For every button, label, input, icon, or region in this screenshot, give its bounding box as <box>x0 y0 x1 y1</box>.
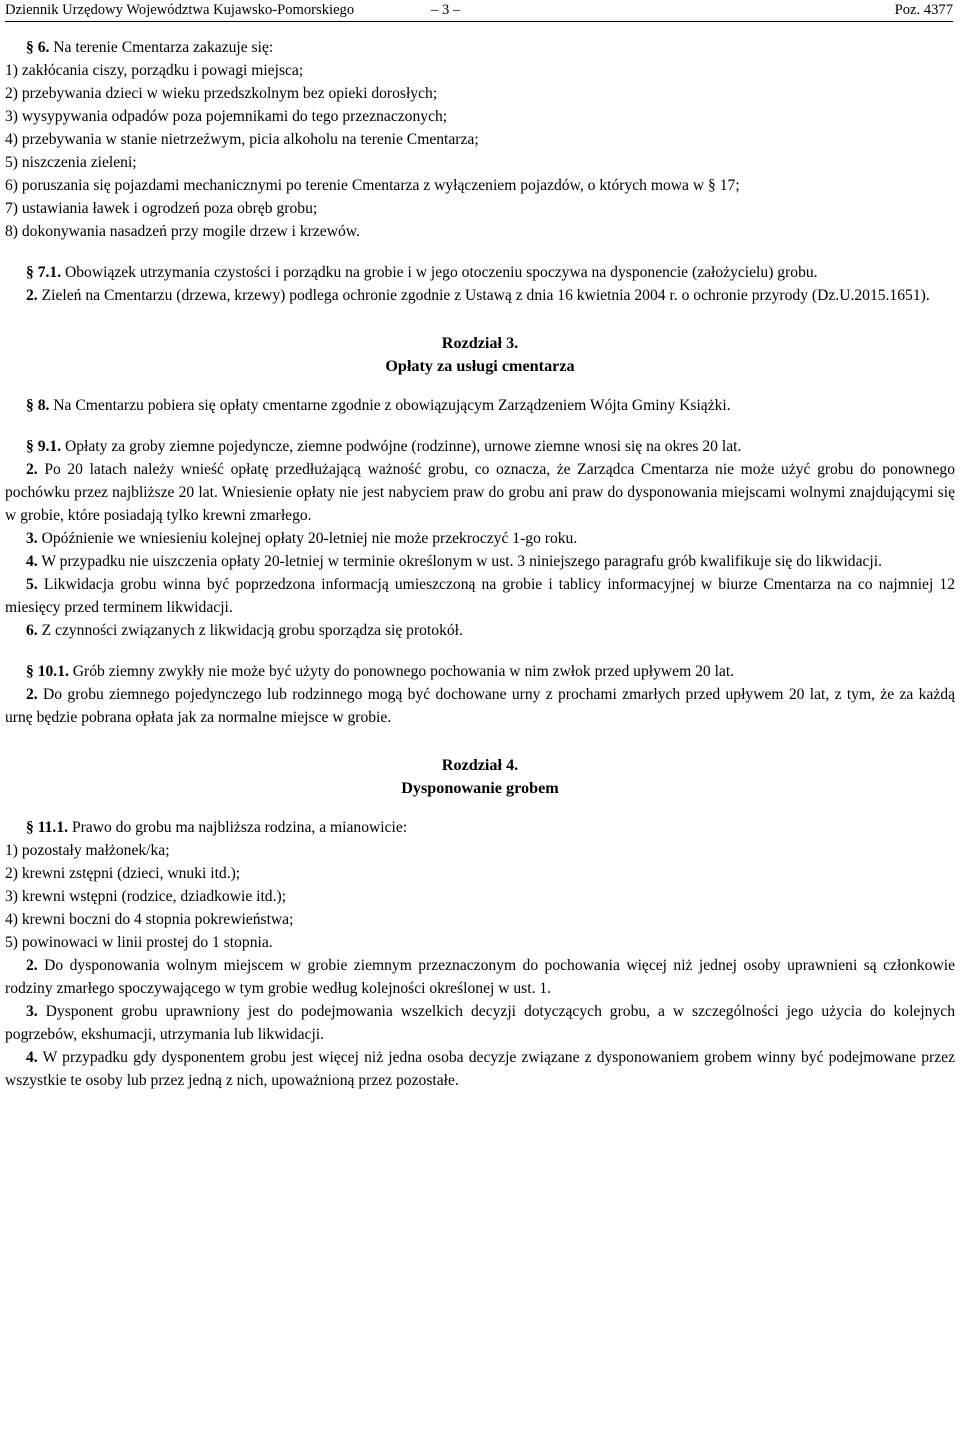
document-body <box>5 36 955 1092</box>
point-text: Grób ziemny zwykły nie może być użyty do ponownego pochowania w nim zwłok przed upływem 20 lat. <box>72 663 735 680</box>
point-text: Z czynności związanych z likwidacją grobu sporządza się protokół. <box>41 622 463 639</box>
paragraph-8 <box>5 394 955 417</box>
point-text: W przypadku gdy dysponentem grobu jest więcej niż jedna osoba decyzje związane z dysponowaniem grobem winny być podejmowane przez wszystkie te osoby lub przez jedną z nich, upoważnioną przez pozostałe. <box>5 1049 955 1089</box>
list-item: 4) przebywania w stanie nietrzeźwym, picia alkoholu na terenie Cmentarza; <box>5 131 479 148</box>
point-number: 1. <box>49 264 62 281</box>
paragraph-number: § 7. <box>26 264 50 281</box>
chapter-4-title: Rozdział 4. <box>441 756 519 774</box>
paragraph-9-point-5 <box>5 573 955 619</box>
point-number: 6. <box>26 622 38 639</box>
point-number: 5. <box>26 576 38 593</box>
paragraph-number: § 6. <box>26 39 50 56</box>
point-number: 2. <box>26 287 38 304</box>
paragraph-11-point-2 <box>5 954 955 1000</box>
chapter-4-subtitle: Dysponowanie grobem <box>401 779 559 797</box>
paragraph-7-point-1 <box>5 261 955 284</box>
position-number: Poz. 4377 <box>894 2 953 18</box>
list-item: 2) krewni zstępni (dzieci, wnuki itd.); <box>5 865 241 882</box>
point-number: 2. <box>26 686 38 703</box>
paragraph-number: § 9. <box>26 438 50 455</box>
page-header <box>5 0 953 22</box>
paragraph-11-point-1 <box>5 816 955 839</box>
point-number: 3. <box>26 530 38 547</box>
list-item: 2) przebywania dzieci w wieku przedszkolnym bez opieki dorosłych; <box>5 85 438 102</box>
list-item: 5) niszczenia zieleni; <box>5 154 137 171</box>
point-text: W przypadku nie uiszczenia opłaty 20-letniej w terminie określonym w ust. 3 niniejszego paragrafu grób kwalifikuje się do likwidacji. <box>41 553 882 570</box>
paragraph-9-point-2 <box>5 458 955 527</box>
list-item: 8) dokonywania nasadzeń przy mogile drzew i krzewów. <box>5 223 360 240</box>
point-text: Opóźnienie we wniesieniu kolejnej opłaty 20-letniej nie może przekroczyć 1-go roku. <box>41 530 578 547</box>
paragraph-9-point-4 <box>5 550 955 573</box>
point-text: Prawo do grobu ma najbliższa rodzina, a mianowicie: <box>71 819 408 836</box>
paragraph-number: § 11. <box>26 819 57 836</box>
point-number: 2. <box>26 461 38 478</box>
point-text: Obowiązek utrzymania czystości i porządku na grobie i w jego otoczeniu spoczywa na dysponencie (założycielu) grobu. <box>65 264 818 281</box>
paragraph-11-point-3 <box>5 1000 955 1046</box>
list-item: 3) krewni wstępni (rodzice, dziadkowie itd.); <box>5 888 287 905</box>
paragraph-number: § 10. <box>26 663 58 680</box>
list-item: 7) ustawiania ławek i ogrodzeń poza obręb grobu; <box>5 200 318 217</box>
chapter-3-title: Rozdział 3. <box>441 334 519 352</box>
list-item: 4) krewni boczni do 4 stopnia pokrewieństwa; <box>5 911 294 928</box>
list-item: 6) poruszania się pojazdami mechanicznymi po terenie Cmentarza z wyłączeniem pojazdów, o których mowa w § 17; <box>5 177 740 194</box>
list-item: 1) pozostały małżonek/ka; <box>5 842 170 859</box>
paragraph-10-point-1 <box>5 660 955 683</box>
point-number: 3. <box>26 1003 38 1020</box>
point-number: 1. <box>57 663 69 680</box>
point-text: Po 20 latach należy wnieść opłatę przedłużającą ważność grobu, co oznacza, że Zarządca Cmentarza nie może użyć grobu do ponownego pochówku przez najbliższe 20 lat. Wniesienie opłaty nie jest nabyciem praw do grobu ani praw do dysponowania miejscami wolnymi znajdującymi się w grobie, które posiadają tylko krewni zmarłego. <box>5 461 955 524</box>
list-item: 1) zakłócania ciszy, porządku i powagi miejsca; <box>5 62 304 79</box>
point-number: 1. <box>49 438 62 455</box>
point-text: Dysponent grobu uprawniony jest do podejmowania wszelkich decyzji dotyczących grobu, a w szczególności jego użycia do kolejnych pogrzebów, ekshumacji, utrzymania lub likwidacji. <box>5 1003 955 1043</box>
paragraph-6-intro <box>5 36 955 59</box>
list-item: 3) wysypywania odpadów poza pojemnikami do tego przeznaczonych; <box>5 108 448 125</box>
point-text: Opłaty za groby ziemne pojedyncze, ziemne podwójne (rodzinne), urnowe ziemne wnosi się na okres 20 lat. <box>65 438 742 455</box>
point-text: Zieleń na Cmentarzu (drzewa, krzewy) podlega ochronie zgodnie z Ustawą z dnia 16 kwietnia 2004 r. o ochronie przyrody (Dz.U.2015.1651). <box>41 287 930 304</box>
paragraph-9-point-3 <box>5 527 955 550</box>
paragraph-number: § 8. <box>26 397 50 414</box>
list-item: 5) powinowaci w linii prostej do 1 stopnia. <box>5 934 273 951</box>
paragraph-11-point-4 <box>5 1046 955 1092</box>
paragraph-7-point-2 <box>5 284 955 307</box>
page-number: – 3 – <box>431 2 461 18</box>
point-number: 4. <box>26 553 38 570</box>
journal-title: Dziennik Urzędowy Województwa Kujawsko-Pomorskiego <box>5 2 355 18</box>
point-number: 4. <box>26 1049 38 1066</box>
paragraph-9-point-6 <box>5 619 955 642</box>
paragraph-9-point-1 <box>5 435 955 458</box>
chapter-3-subtitle: Opłaty za usługi cmentarza <box>385 357 575 375</box>
paragraph-text: Na terenie Cmentarza zakazuje się: <box>53 39 274 56</box>
point-number: 2. <box>26 957 38 974</box>
point-number: 1. <box>56 819 69 836</box>
point-text: Do dysponowania wolnym miejscem w grobie ziemnym przeznaczonym do pochowania więcej niż jednej osoby uprawnieni są członkowie rodziny zmarłego spoczywającego w tym grobie według kolejności określonej w ust. 1. <box>5 957 955 997</box>
paragraph-text: Na Cmentarzu pobiera się opłaty cmentarne zgodnie z obowiązującym Zarządzeniem Wójta Gminy Książki. <box>53 397 731 414</box>
point-text: Do grobu ziemnego pojedynczego lub rodzinnego mogą być dochowane urny z prochami zmarłych przed upływem 20 lat, z tym, że za każdą urnę będzie pobrana opłata jak za normalne miejsce w grobie. <box>5 686 955 726</box>
paragraph-10-point-2 <box>5 683 955 729</box>
point-text: Likwidacja grobu winna być poprzedzona informacją umieszczoną na grobie i tablicy informacyjnej w biurze Cmentarza na co najmniej 12 miesięcy przed terminem likwidacji. <box>5 576 955 616</box>
